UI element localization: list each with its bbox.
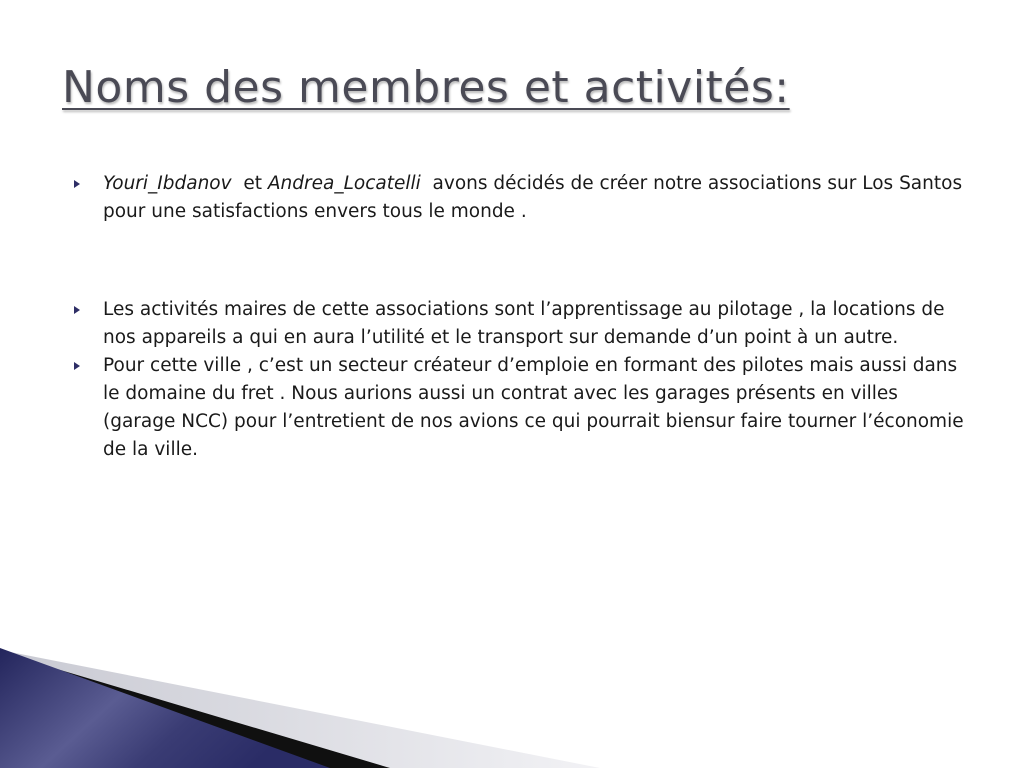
bullet-item-members bbox=[72, 170, 972, 226]
activities-text: Les activités maires de cette associations sont l’apprentissage au pilotage , la locations de nos appareils a qui en aura l’utilité et le transport sur demande d’un point à un autre. bbox=[103, 299, 945, 348]
member-name-youri: Youri_Ibdanov bbox=[103, 173, 232, 194]
bullet-item-activities bbox=[72, 296, 972, 352]
bullet-item-city bbox=[72, 352, 972, 464]
triangle-right-icon bbox=[74, 180, 80, 188]
bullet-list bbox=[72, 170, 972, 464]
connector-text: et bbox=[243, 173, 262, 194]
members-text: avons décidés de créer notre associations sur Los Santos pour une satisfactions envers tous le monde . bbox=[103, 173, 963, 222]
city-text: Pour cette ville , c’est un secteur créateur d’emploie en formant des pilotes mais aussi dans le domaine du fret . Nous aurions aussi un contrat avec les garages présents en villes (garage NCC) pour l’entretient de nos avions ce qui pourrait biensur faire tourner l’économie de la ville. bbox=[103, 355, 964, 460]
triangle-right-icon bbox=[74, 306, 80, 314]
member-name-andrea: Andrea_Locatelli bbox=[267, 173, 421, 194]
triangle-right-icon bbox=[74, 362, 80, 370]
page-title: Noms des membres et activités: bbox=[62, 62, 790, 113]
